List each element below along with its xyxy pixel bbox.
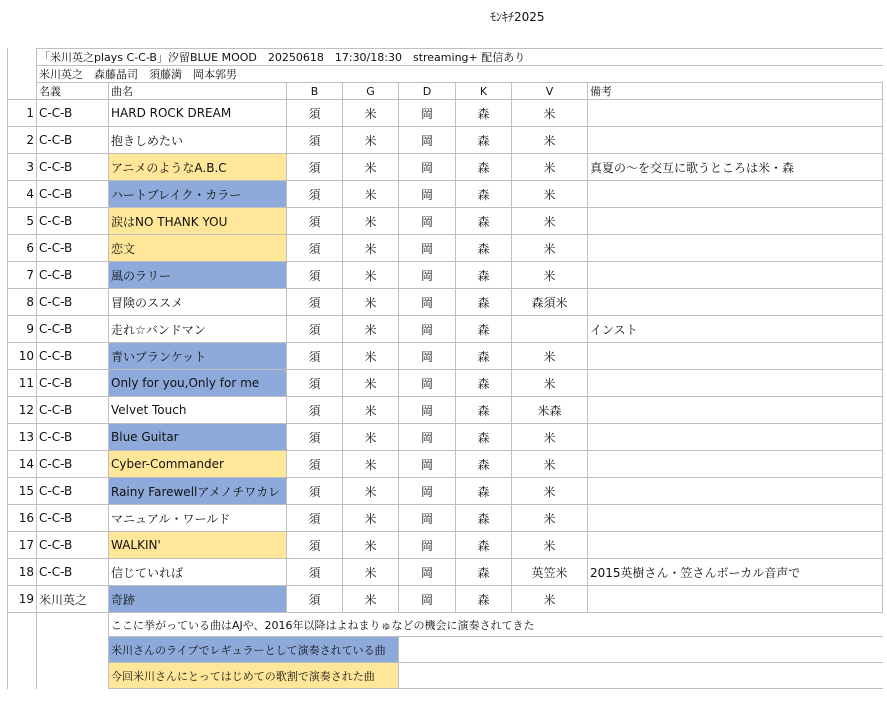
header-drums-cell[interactable]: D [399,83,456,100]
note-cell[interactable] [588,424,883,451]
num-cell[interactable]: 16 [8,505,37,532]
drums-cell[interactable]: 岡 [399,505,456,532]
title-cell[interactable]: 冒険のススメ [109,289,287,316]
num-cell[interactable]: 9 [8,316,37,343]
bass-cell[interactable]: 須 [287,451,343,478]
num-cell[interactable]: 4 [8,181,37,208]
bass-cell[interactable]: 須 [287,478,343,505]
header-bass-cell[interactable]: B [287,83,343,100]
artist-cell[interactable]: C-C-B [37,235,109,262]
header-title-cell[interactable]: 曲名 [109,83,287,100]
song-row [8,316,883,343]
note-cell[interactable] [588,370,883,397]
keyboard-cell[interactable]: 森 [456,100,512,127]
note-cell[interactable] [588,505,883,532]
legend-blue-text[interactable]: 米川さんのライブでレギュラーとして演奏されている曲 [109,637,399,663]
num-cell[interactable]: 12 [8,397,37,424]
keyboard-cell[interactable]: 森 [456,370,512,397]
bass-cell[interactable]: 須 [287,370,343,397]
event-info-cell[interactable]: 「米川英之plays C-C-B」汐留BLUE MOOD 20250618 17:30/18:30 streaming+ 配信あり [37,49,883,66]
drums-cell[interactable]: 岡 [399,316,456,343]
vocal-cell[interactable]: 米 [512,181,588,208]
song-row [8,343,883,370]
keyboard-cell[interactable]: 森 [456,127,512,154]
keyboard-cell[interactable]: 森 [456,559,512,586]
vocal-cell[interactable] [512,316,588,343]
keyboard-cell[interactable]: 森 [456,424,512,451]
note-cell[interactable] [588,235,883,262]
title-cell[interactable]: Velvet Touch [109,397,287,424]
keyboard-cell[interactable]: 森 [456,208,512,235]
drums-cell[interactable]: 岡 [399,451,456,478]
info-row-members [8,66,883,83]
legend-row-plain [8,613,883,637]
bass-cell[interactable]: 須 [287,208,343,235]
song-row [8,127,883,154]
artist-cell[interactable]: C-C-B [37,289,109,316]
bass-cell[interactable]: 須 [287,181,343,208]
title-cell[interactable]: Rainy Farewellアメノチワカレ [109,478,287,505]
drums-cell[interactable]: 岡 [399,127,456,154]
artist-cell[interactable]: C-C-B [37,397,109,424]
num-cell[interactable]: 3 [8,154,37,181]
song-row [8,397,883,424]
note-cell[interactable]: 真夏の～を交互に歌うところは米・森 [588,154,883,181]
bass-cell[interactable]: 須 [287,424,343,451]
bass-cell[interactable]: 須 [287,397,343,424]
keyboard-cell[interactable]: 森 [456,451,512,478]
keyboard-cell[interactable]: 森 [456,478,512,505]
song-row [8,532,883,559]
guitar-cell[interactable]: 米 [343,181,399,208]
header-vocal-cell[interactable]: V [512,83,588,100]
bass-cell[interactable]: 須 [287,316,343,343]
note-cell[interactable] [588,478,883,505]
drums-cell[interactable]: 岡 [399,208,456,235]
num-cell[interactable]: 19 [8,586,37,613]
guitar-cell[interactable]: 米 [343,262,399,289]
bass-cell[interactable]: 須 [287,559,343,586]
note-cell[interactable] [588,181,883,208]
vocal-cell[interactable]: 米 [512,505,588,532]
guitar-cell[interactable]: 米 [343,451,399,478]
info-row-event [8,49,883,66]
guitar-cell[interactable]: 米 [343,424,399,451]
header-keyboard-cell[interactable]: K [456,83,512,100]
drums-cell[interactable]: 岡 [399,181,456,208]
note-cell[interactable] [588,532,883,559]
num-cell[interactable]: 13 [8,424,37,451]
artist-cell[interactable]: C-C-B [37,316,109,343]
num-cell[interactable]: 11 [8,370,37,397]
artist-cell[interactable]: 米川英之 [37,586,109,613]
note-cell[interactable] [588,262,883,289]
vocal-cell[interactable]: 米 [512,451,588,478]
note-cell[interactable] [588,127,883,154]
title-cell[interactable]: 奇跡 [109,586,287,613]
artist-cell[interactable]: C-C-B [37,100,109,127]
title-cell[interactable]: HARD ROCK DREAM [109,100,287,127]
num-cell[interactable]: 5 [8,208,37,235]
vocal-cell[interactable]: 米 [512,532,588,559]
drums-cell[interactable]: 岡 [399,532,456,559]
title-cell[interactable]: アニメのようなA.B.C [109,154,287,181]
artist-cell[interactable]: C-C-B [37,505,109,532]
title-cell[interactable]: Cyber-Commander [109,451,287,478]
drums-cell[interactable]: 岡 [399,154,456,181]
vocal-cell[interactable]: 米森 [512,397,588,424]
drums-cell[interactable]: 岡 [399,262,456,289]
note-cell[interactable] [588,208,883,235]
vocal-cell[interactable]: 米 [512,586,588,613]
num-cell[interactable]: 15 [8,478,37,505]
bass-cell[interactable]: 須 [287,100,343,127]
drums-cell[interactable]: 岡 [399,559,456,586]
guitar-cell[interactable]: 米 [343,397,399,424]
keyboard-cell[interactable]: 森 [456,343,512,370]
legend-row-blue [8,637,883,663]
legend-yellow-text[interactable]: 今回米川さんにとってはじめての歌割で演奏された曲 [109,663,399,689]
vocal-cell[interactable]: 米 [512,100,588,127]
drums-cell[interactable]: 岡 [399,424,456,451]
keyboard-cell[interactable]: 森 [456,154,512,181]
vocal-cell[interactable]: 米 [512,127,588,154]
note-cell[interactable] [588,343,883,370]
title-cell[interactable]: 恋文 [109,235,287,262]
vocal-cell[interactable]: 米 [512,370,588,397]
title-cell[interactable]: 青いブランケット [109,343,287,370]
title-cell[interactable]: ハートブレイク・カラー [109,181,287,208]
drums-cell[interactable]: 岡 [399,478,456,505]
song-row [8,505,883,532]
artist-cell[interactable]: C-C-B [37,559,109,586]
song-row [8,451,883,478]
guitar-cell[interactable]: 米 [343,208,399,235]
num-cell[interactable]: 8 [8,289,37,316]
guitar-cell[interactable]: 米 [343,343,399,370]
song-row [8,235,883,262]
drums-cell[interactable]: 岡 [399,100,456,127]
legend-plain-text[interactable]: ここに挙がっている曲はAJや、2016年以降はよねまりゅなどの機会に演奏されてきた [109,613,883,637]
header-note-cell[interactable]: 備考 [588,83,883,100]
artist-cell[interactable]: C-C-B [37,127,109,154]
vocal-cell[interactable]: 米 [512,478,588,505]
vocal-cell[interactable]: 森須米 [512,289,588,316]
num-cell[interactable]: 10 [8,343,37,370]
header-num-cell[interactable] [8,83,37,100]
guitar-cell[interactable]: 米 [343,370,399,397]
bass-cell[interactable]: 須 [287,505,343,532]
song-row [8,262,883,289]
header-guitar-cell[interactable]: G [343,83,399,100]
num-cell[interactable]: 18 [8,559,37,586]
guitar-cell[interactable]: 米 [343,559,399,586]
legend-row-yellow [8,663,883,689]
drums-cell[interactable]: 岡 [399,343,456,370]
artist-cell[interactable]: C-C-B [37,262,109,289]
keyboard-cell[interactable]: 森 [456,289,512,316]
drums-cell[interactable]: 岡 [399,235,456,262]
guitar-cell[interactable]: 米 [343,316,399,343]
guitar-cell[interactable]: 米 [343,505,399,532]
drums-cell[interactable]: 岡 [399,586,456,613]
title-cell[interactable]: 風のラリー [109,262,287,289]
song-row [8,154,883,181]
keyboard-cell[interactable]: 森 [456,505,512,532]
artist-cell[interactable]: C-C-B [37,343,109,370]
keyboard-cell[interactable]: 森 [456,586,512,613]
note-cell[interactable] [588,100,883,127]
bass-cell[interactable]: 須 [287,235,343,262]
keyboard-cell[interactable]: 森 [456,532,512,559]
song-row [8,586,883,613]
artist-cell[interactable]: C-C-B [37,532,109,559]
vocal-cell[interactable]: 米 [512,262,588,289]
bass-cell[interactable]: 須 [287,154,343,181]
song-row [8,424,883,451]
bass-cell[interactable]: 須 [287,289,343,316]
artist-cell[interactable]: C-C-B [37,478,109,505]
num-cell[interactable]: 2 [8,127,37,154]
note-cell[interactable]: 2015英樹さん・笠さんボーカル音声で [588,559,883,586]
artist-cell[interactable]: C-C-B [37,451,109,478]
bass-cell[interactable]: 須 [287,262,343,289]
bass-cell[interactable]: 須 [287,532,343,559]
title-cell[interactable]: 涙はNO THANK YOU [109,208,287,235]
header-artist-cell[interactable]: 名義 [37,83,109,100]
guitar-cell[interactable]: 米 [343,100,399,127]
drums-cell[interactable]: 岡 [399,289,456,316]
num-cell[interactable]: 1 [8,100,37,127]
bass-cell[interactable]: 須 [287,343,343,370]
keyboard-cell[interactable]: 森 [456,397,512,424]
keyboard-cell[interactable]: 森 [456,235,512,262]
artist-cell[interactable]: C-C-B [37,181,109,208]
guitar-cell[interactable]: 米 [343,586,399,613]
vocal-cell[interactable]: 米 [512,235,588,262]
guitar-cell[interactable]: 米 [343,235,399,262]
title-cell[interactable]: マニュアル・ワールド [109,505,287,532]
guitar-cell[interactable]: 米 [343,289,399,316]
keyboard-cell[interactable]: 森 [456,181,512,208]
keyboard-cell[interactable]: 森 [456,316,512,343]
artist-cell[interactable]: C-C-B [37,424,109,451]
note-cell[interactable]: インスト [588,316,883,343]
title-cell[interactable]: Blue Guitar [109,424,287,451]
title-cell[interactable]: 走れ☆バンドマン [109,316,287,343]
artist-cell[interactable]: C-C-B [37,370,109,397]
note-cell[interactable] [588,451,883,478]
song-row [8,289,883,316]
note-cell[interactable] [588,397,883,424]
title-cell[interactable]: Only for you,Only for me [109,370,287,397]
vocal-cell[interactable]: 米 [512,154,588,181]
drums-cell[interactable]: 岡 [399,397,456,424]
song-row [8,559,883,586]
guitar-cell[interactable]: 米 [343,478,399,505]
bass-cell[interactable]: 須 [287,127,343,154]
bass-cell[interactable]: 須 [287,586,343,613]
song-row [8,478,883,505]
note-cell[interactable] [588,289,883,316]
song-row [8,100,883,127]
setlist-table [7,48,883,689]
artist-cell[interactable]: C-C-B [37,154,109,181]
drums-cell[interactable]: 岡 [399,370,456,397]
vocal-cell[interactable]: 米 [512,343,588,370]
title-cell[interactable]: 抱きしめたい [109,127,287,154]
vocal-cell[interactable]: 米 [512,208,588,235]
keyboard-cell[interactable]: 森 [456,262,512,289]
num-cell[interactable]: 6 [8,235,37,262]
guitar-cell[interactable]: 米 [343,532,399,559]
column-header-row [8,83,883,100]
num-cell[interactable]: 7 [8,262,37,289]
num-cell[interactable]: 17 [8,532,37,559]
vocal-cell[interactable]: 米 [512,424,588,451]
num-cell[interactable]: 14 [8,451,37,478]
song-row [8,208,883,235]
title-cell[interactable]: 信じていれば [109,559,287,586]
guitar-cell[interactable]: 米 [343,127,399,154]
song-row [8,370,883,397]
artist-cell[interactable]: C-C-B [37,208,109,235]
members-info-cell[interactable]: 米川英之 森藤晶司 須藤満 岡本郭男 [37,66,883,83]
note-cell[interactable] [588,586,883,613]
song-row [8,181,883,208]
sheet-header-label: ﾓﾝｷﾁ2025 [490,10,545,24]
guitar-cell[interactable]: 米 [343,154,399,181]
title-cell[interactable]: WALKIN' [109,532,287,559]
vocal-cell[interactable]: 英笠米 [512,559,588,586]
